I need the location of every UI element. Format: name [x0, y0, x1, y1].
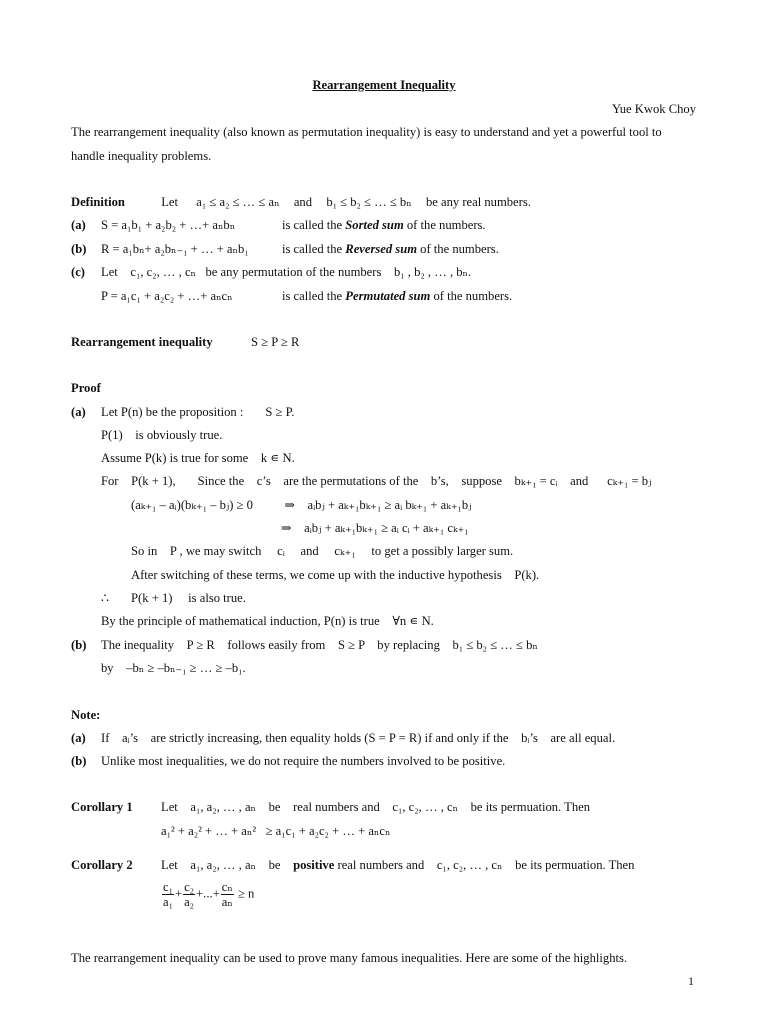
page-number: 1 [688, 974, 694, 988]
definition-item-a [71, 217, 486, 233]
note-text: Unlike most inequalities, we do not require the numbers involved to be positive. [101, 754, 506, 768]
item-label: (b) [71, 754, 87, 768]
definition-tail: be any real numbers. [425, 195, 531, 209]
fraction [221, 880, 234, 909]
intro-line-1: The rearrangement inequality (also known as permutation inequality) is easy to understand and yet a powerful tool to [71, 125, 662, 139]
numerator: cₙ [221, 880, 233, 894]
item-label: (a) [71, 218, 86, 232]
proof-line: Assume P(k) is true for some k ∊ N. [101, 451, 295, 465]
corollary-1 [71, 799, 591, 815]
intro-line-2: handle inequality problems. [71, 149, 212, 163]
definition-item-b [71, 241, 499, 257]
proof-text: The inequality P ≥ R follows easily from S ≥ P by replacing b₁ ≤ b₂ ≤ … ≤ bₙ [101, 638, 538, 652]
proof-line: (aₖ₊₁ – aᵢ)(bₖ₊₁ – bⱼ) ≥ 0 ⇒ aᵢbⱼ + aₖ₊₁bₖ₊₁ ≥ aᵢ bₖ₊₁ + aₖ₊₁bⱼ [131, 498, 472, 512]
corollary-label: Corollary 2 [71, 858, 133, 872]
note-item [71, 753, 506, 769]
denominator: a₂ [184, 895, 195, 909]
sorted-sum-formula: S = a₁b₁ + a₂b₂ + …+ aₙbₙ [101, 218, 236, 232]
note-item [71, 730, 616, 746]
item-post: of the numbers. [430, 289, 513, 303]
operator: +...+ [196, 886, 220, 901]
permutated-sum-term: Permutated sum [345, 289, 431, 303]
corollary-label: Corollary 1 [71, 800, 133, 814]
item-label: (b) [71, 638, 87, 652]
numerator: c₁ [163, 880, 173, 894]
numerator: c₂ [184, 880, 195, 894]
proof-line: After switching of these terms, we come up with the inductive hypothesis P(k). [131, 568, 540, 582]
proof-line [71, 637, 538, 653]
item-label: (a) [71, 405, 86, 419]
inequality-rhs: ≥ n [237, 886, 255, 901]
definition-item-c [71, 264, 472, 280]
definition-line [71, 194, 531, 210]
denominator: aₙ [221, 895, 233, 909]
corollary-text: Let a₁, a₂, … , aₙ be real numbers and c₁, c₂, … , cₙ be its permuation. Then [161, 800, 591, 814]
item-pre: is called the [282, 242, 346, 256]
theorem-label: Rearrangement inequality [71, 335, 213, 349]
note-label: Note: [71, 708, 101, 722]
item-label: (a) [71, 731, 86, 745]
theorem-statement: S ≥ P ≥ R [251, 335, 300, 349]
note-text: If aᵢ’s are strictly increasing, then equality holds (S = P = R) if and only if the bᵢ’s are all equal. [101, 731, 616, 745]
corollary-text: Let a₁, a₂, … , aₙ be [161, 858, 294, 872]
fraction [162, 880, 174, 909]
theorem-line [71, 334, 300, 350]
item-label: (b) [71, 242, 87, 256]
corollary-text: real numbers and c₁, c₂, … , cₙ be its permuation. Then [334, 858, 635, 872]
reversed-sum-term: Reversed sum [345, 242, 418, 256]
proof-line [71, 404, 295, 420]
proof-line: by –bₙ ≥ –bₙ₋₁ ≥ … ≥ –b₁. [101, 661, 246, 675]
permutated-sum-formula: P = a₁c₁ + a₂c₂ + …+ aₙcₙ [101, 289, 233, 303]
corollary-2 [71, 857, 635, 873]
item-label: (c) [71, 265, 85, 279]
author-name: Yue Kwok Choy [612, 102, 696, 116]
document-title: Rearrangement Inequality [312, 78, 456, 92]
proof-line: By the principle of mathematical induction, P(n) is true ∀n ∊ N. [101, 614, 434, 628]
item-pre: is called the [282, 218, 346, 232]
proof-line: For P(k + 1), Since the c’s are the permutations of the b’s, suppose bₖ₊₁ = cᵢ and cₖ₊₁ = bⱼ [101, 474, 652, 488]
definition-let: Let [161, 195, 178, 209]
definition-and: and [293, 195, 313, 209]
positive-emphasis: positive [293, 858, 335, 872]
operator: + [174, 886, 183, 901]
proof-line: ⇒ aᵢbⱼ + aₖ₊₁bₖ₊₁ ≥ aᵢ cᵢ + aₖ₊₁ cₖ₊₁ [281, 521, 469, 535]
proof-line: So in P , we may switch cᵢ and cₖ₊₁ to get a possibly larger sum. [131, 544, 514, 558]
fraction [183, 880, 195, 909]
definition-seq-a: a₁ ≤ a₂ ≤ … ≤ aₙ [196, 195, 280, 209]
corollary-2-formula [161, 880, 254, 909]
corollary-1-formula: a₁² + a₂² + … + aₙ² ≥ a₁c₁ + a₂c₂ + … + aₙcₙ [161, 824, 391, 838]
definition-label: Definition [71, 195, 125, 209]
reversed-sum-formula: R = a₁bₙ+ a₂bₙ₋₁ + … + aₙb₁ [101, 242, 249, 256]
permutation-text: Let c₁, c₂, … , cₙ be any permutation of the numbers b₁ , b₂ , … , bₙ. [101, 265, 472, 279]
definition-seq-b: b₁ ≤ b₂ ≤ … ≤ bₙ [326, 195, 412, 209]
item-pre: is called the [282, 289, 346, 303]
proof-label: Proof [71, 381, 101, 395]
item-post: of the numbers. [403, 218, 486, 232]
proof-line: P(1) is obviously true. [101, 428, 223, 442]
proof-line: ∴ P(k + 1) is also true. [101, 591, 246, 605]
proof-text: Let P(n) be the proposition : S ≥ P. [101, 405, 295, 419]
closing-paragraph: The rearrangement inequality can be used to prove many famous inequalities. Here are some of the highlights. [71, 951, 628, 965]
sorted-sum-term: Sorted sum [345, 218, 404, 232]
item-post: of the numbers. [417, 242, 499, 256]
denominator: a₁ [163, 895, 173, 909]
